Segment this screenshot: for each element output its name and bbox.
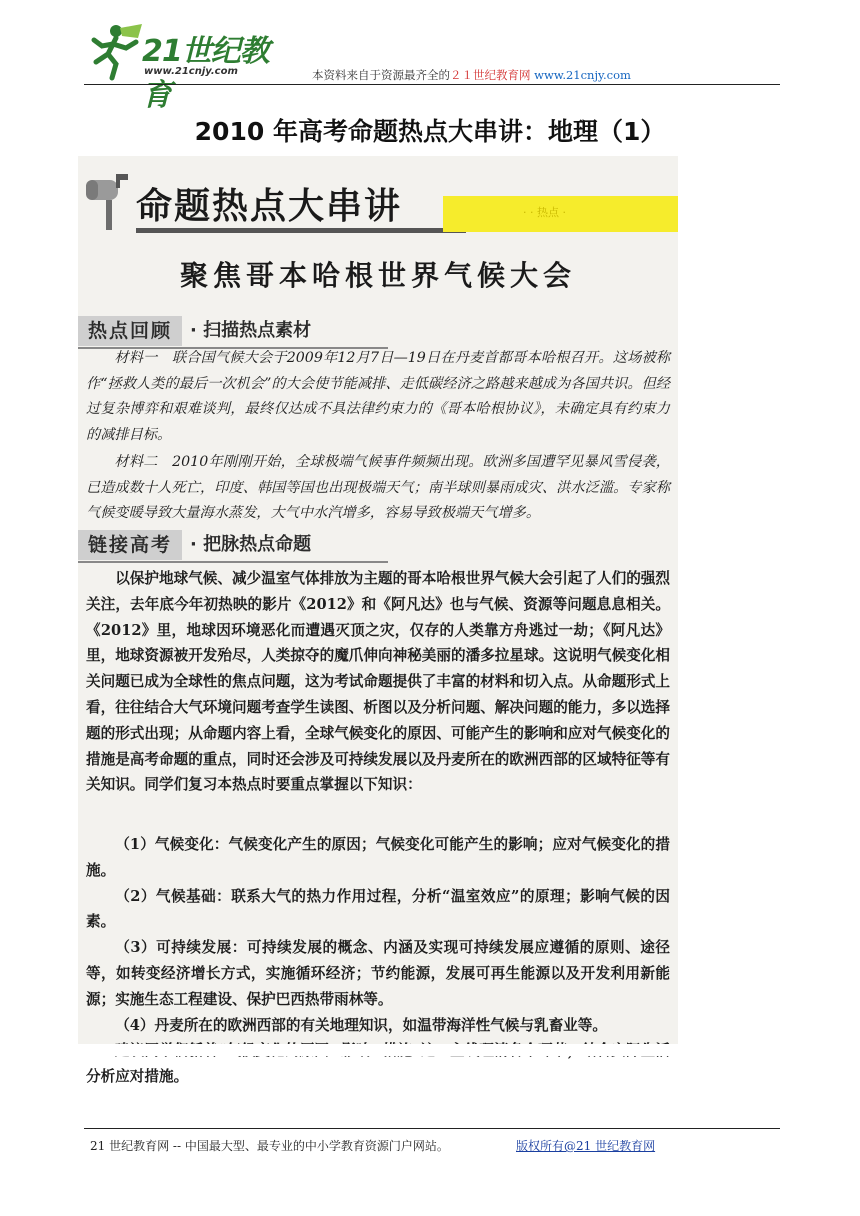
section-heading-review: [78, 316, 678, 350]
header-note-url[interactable]: www.21cnjy.com: [534, 68, 631, 82]
footer-text: 21 世纪教育网 -- 中国最大型、最专业的中小学教育资源门户网站。: [90, 1139, 449, 1153]
section-caption: · 扫描热点素材: [190, 320, 312, 341]
list-item: （2）气候基础：联系大气的热力作用过程，分析“温室效应”的原理；影响气候的因素。: [86, 887, 670, 931]
brand-name: 21世纪教育: [142, 34, 269, 113]
header-note-site[interactable]: ２１世纪教育网: [450, 68, 531, 82]
section-heading-exam: [78, 530, 678, 564]
banner-highlight: [443, 196, 678, 232]
header-divider: [84, 84, 780, 85]
material-one: 材料一 联合国气候大会于2009年12月7日—19日在丹麦首都哥本哈根召开。这场被称作“拯救人类的最后一次机会”的大会使节能减排、走低碳经济之路越来越成为各国共识。但经过复杂博弈和艰难谈判，最终仅达成不具法律约束力的《哥本哈根协议》，未确定具有约束力的减排目标。: [86, 350, 670, 443]
scanned-page-image: [78, 156, 678, 1086]
brand-url: www.21cnjy.com: [144, 66, 238, 77]
footer-divider: [84, 1128, 780, 1129]
intro-paragraph: 以保护地球气候、减少温室气体排放为主题的哥本哈根世界气候大会引起了人们的强烈关注，去年底今年初热映的影片《2012》和《阿凡达》也与气候、资源等问题息息相关。《2012》里，地球因环境恶化而遭遇灭顶之灾，仅存的人类靠方舟逃过一劫；《阿凡达》里，地球资源被开发殆尽，人类掠夺的魔爪伸向神秘美丽的潘多拉星球。这说明气候变化相关问题已成为全球性的焦点问题，这为考试命题提供了丰富的材料和切入点。从命题形式上看，往往结合大气环境问题考查学生读图、析图以及分析问题、解决问题的能力，多以选择题的形式出现；从命题内容上看，全球气候变化的原因、可能产生的影响和应对气候变化的措施是高考命题的重点，同时还会涉及可持续发展以及丹麦所在的欧洲西部的区域特征等有关知识。同学们复习本热点时要重点掌握以下知识：: [86, 570, 670, 794]
list-item: （1）气候变化：气候变化产生的原因；气候变化可能产生的影响；应对气候变化的措施。: [86, 836, 670, 879]
section-underline: [78, 561, 388, 563]
banner-title: 命题热点大串讲: [136, 186, 403, 227]
site-logo[interactable]: [86, 22, 286, 113]
runner-logo-icon: [86, 22, 146, 80]
list-item: （4）丹麦所在的欧洲西部的有关地理知识，如温带海洋性气候与乳畜业等。: [115, 1016, 607, 1034]
banner-stripe: [136, 228, 466, 233]
banner-tag: · · 热点 ·: [523, 206, 566, 219]
section-tab: 热点回顾: [78, 316, 182, 346]
header-note-prefix: 本资料来自于资源最齐全的: [312, 68, 450, 82]
list-item: （3）可持续发展：可持续发展的概念、内涵及实现可持续发展应遵循的原则、途径等，如转变经济增长方式，实施循环经济；节约能源，发展可再生能源以及开发利用新能源；实施生态工程建设、保护巴西热带雨林等。: [86, 939, 670, 1008]
copyright-link[interactable]: 版权所有@21 世纪教育网: [516, 1139, 656, 1153]
material-two: 材料二 2010年刚刚开始，全球极端气候事件频频出现。欧洲多国遭罕见暴风雪侵袭，已造成数十人死亡，印度、韩国等国也出现极端天气；南半球则暴雨成灾、洪水泛滥。专家称气候变暖导致大量海水蒸发，大气中水汽增多，容易导致极端天气增多。: [86, 454, 670, 521]
closing-paragraph: 分析应对措施。: [86, 1068, 189, 1086]
page-header: [0, 0, 860, 113]
mailbox-icon: [82, 172, 130, 232]
section-caption: · 把脉热点命题: [190, 534, 312, 555]
banner: [78, 166, 678, 226]
scan-cut-edge: [78, 1044, 678, 1056]
header-note: [312, 67, 631, 83]
section-tab: 链接高考: [78, 530, 182, 560]
section-subtitle: 聚焦哥本哈根世界气候大会: [179, 259, 576, 292]
document-title: 2010 年高考命题热点大串讲：地理（1）: [194, 117, 666, 146]
